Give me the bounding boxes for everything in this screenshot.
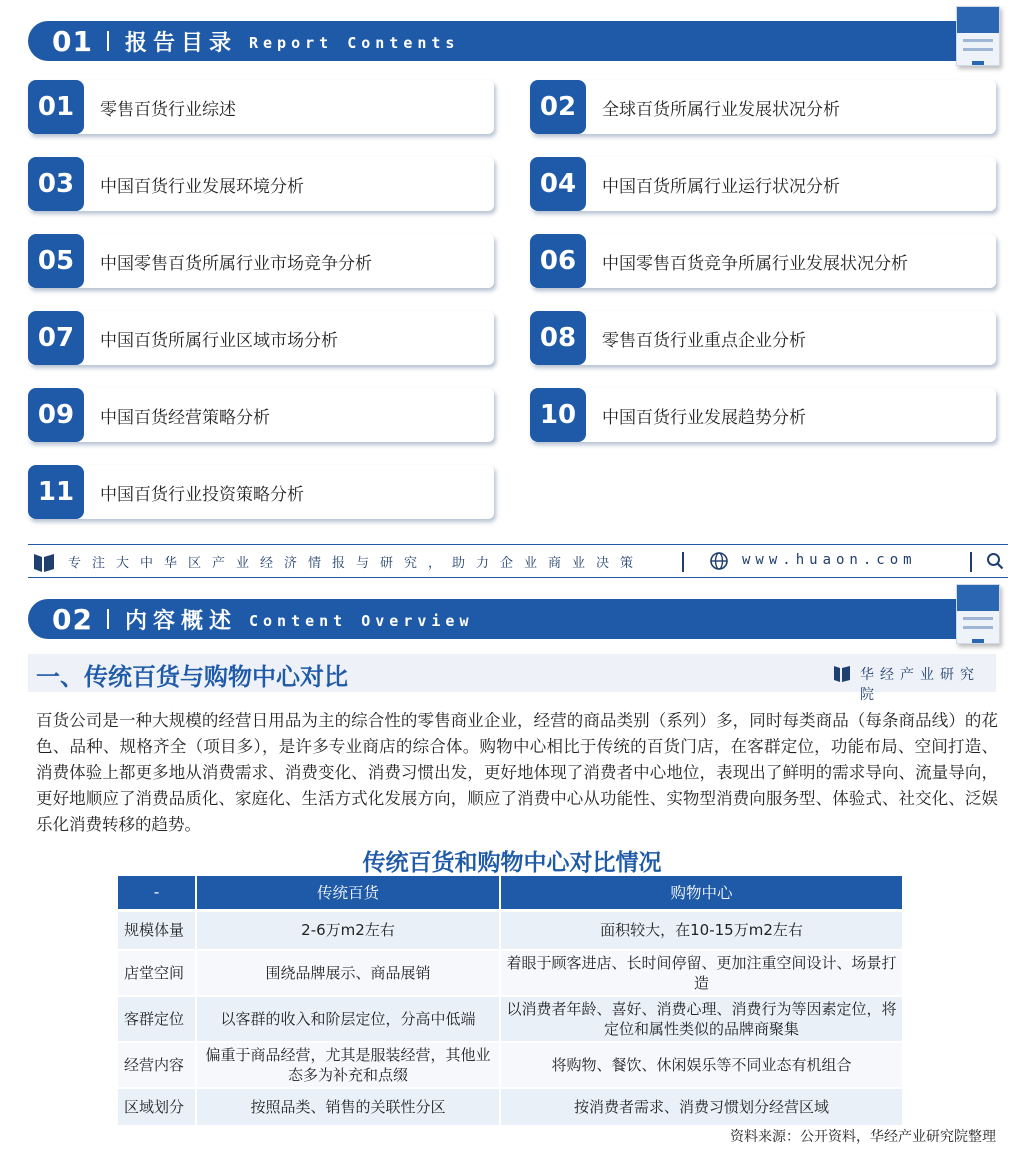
report-book-icon <box>956 584 1000 644</box>
toc-item[interactable] <box>28 388 494 442</box>
toc-item-number: 08 <box>530 311 586 365</box>
toc-item-number: 07 <box>28 311 84 365</box>
footer-strip <box>28 544 1008 578</box>
toc-item-number: 04 <box>530 157 586 211</box>
table-cell: 以客群的收入和阶层定位，分高中低端 <box>196 996 500 1042</box>
table-cell: 2-6万m2左右 <box>196 910 500 950</box>
subsection-title: 一、传统百货与购物中心对比 <box>36 663 348 691</box>
strip-divider <box>970 552 972 572</box>
table-cell: 规模体量 <box>118 910 196 950</box>
toc-item-number: 11 <box>28 465 84 519</box>
column-header: - <box>118 876 196 910</box>
toc-item-label: 中国百货经营策略分析 <box>100 407 270 428</box>
header-divider <box>107 31 109 51</box>
subtitle-band <box>28 654 996 703</box>
toc-item-number: 01 <box>28 80 84 134</box>
table-cell: 偏重于商品经营，尤其是服装经营，其他业态多为补充和点缀 <box>196 1042 500 1088</box>
toc-item[interactable] <box>530 311 996 365</box>
table-cell: 店堂空间 <box>118 950 196 996</box>
report-book-icon <box>956 6 1000 66</box>
toc-item-number: 06 <box>530 234 586 288</box>
column-header: 购物中心 <box>500 876 902 910</box>
table-cell: 经营内容 <box>118 1042 196 1088</box>
table-cell: 按消费者需求、消费习惯划分经营区域 <box>500 1088 902 1126</box>
table-title: 传统百货和购物中心对比情况 <box>362 850 662 876</box>
column-header: 传统百货 <box>196 876 500 910</box>
table-row <box>118 996 902 1042</box>
header-divider <box>107 609 109 629</box>
table-cell: 客群定位 <box>118 996 196 1042</box>
website-link[interactable]: www.huaon.com <box>742 552 917 568</box>
toc-item-number: 10 <box>530 388 586 442</box>
toc-item[interactable] <box>530 157 996 211</box>
brand-name: 华经产业研究院 <box>860 667 980 703</box>
toc-item-number: 09 <box>28 388 84 442</box>
section-title: 报告目录 <box>124 30 237 56</box>
section-header-contents <box>28 21 996 61</box>
section-title-en: Content Overview <box>248 612 474 630</box>
toc-item-label: 中国百货所属行业区域市场分析 <box>100 330 338 351</box>
toc-item[interactable] <box>28 311 494 365</box>
toc-item-label: 中国百货行业发展环境分析 <box>100 176 304 197</box>
toc-item[interactable] <box>530 234 996 288</box>
toc-item-label: 零售百货行业重点企业分析 <box>602 330 806 351</box>
table-cell: 以消费者年龄、喜好、消费心理、消费行为等因素定位，将定位和属性类似的品牌商聚集 <box>500 996 902 1042</box>
globe-icon <box>710 552 728 570</box>
toc-item-label: 全球百货所属行业发展状况分析 <box>602 99 840 120</box>
toc-item[interactable] <box>530 80 996 134</box>
overview-paragraph: 百货公司是一种大规模的经营日用品为主的综合性的零售商业企业，经营的商品类别（系列）多，同时每类商品（每条商品线）的花色、品种、规格齐全（项目多），是许多专业商店的综合体。购物中心相比于传统的百货门店，在客群定位，功能布局、空间打造、消费体验上都更多地从消费需求、消费变化、消费习惯出发，更好地体现了消费者中心地位，表现出了鲜明的需求导向、流量导向，更好地顺应了消费品质化、家庭化、生活方式化发展方向，顺应了消费中心从功能性、实物型消费向服务型、体验式、社交化、泛娱乐化消费转移的趋势。 <box>36 711 998 834</box>
toc-item[interactable] <box>28 157 494 211</box>
brand-logo-icon <box>34 552 54 572</box>
slogan-text: 专注大中华区产业经济情报与研究，助力企业商业决策 <box>68 556 645 571</box>
table-cell: 按照品类、销售的关联性分区 <box>196 1088 500 1126</box>
comparison-table <box>118 876 902 1127</box>
table-cell: 区域划分 <box>118 1088 196 1126</box>
strip-divider <box>682 552 684 572</box>
toc-item[interactable] <box>28 465 494 519</box>
toc-item-label: 中国百货所属行业运行状况分析 <box>602 176 840 197</box>
toc-item-number: 03 <box>28 157 84 211</box>
toc-item[interactable] <box>530 388 996 442</box>
section-number: 02 <box>52 602 93 636</box>
table-row <box>118 1042 902 1088</box>
search-icon[interactable] <box>986 552 1004 570</box>
toc-item-label: 零售百货行业综述 <box>100 99 236 120</box>
source-note: 资料来源：公开资料，华经产业研究院整理 <box>730 1129 996 1145</box>
table-row <box>118 1088 902 1126</box>
toc-item[interactable] <box>28 80 494 134</box>
toc-item-number: 02 <box>530 80 586 134</box>
table-row <box>118 910 902 950</box>
toc-item-label: 中国零售百货竞争所属行业发展状况分析 <box>602 253 908 274</box>
section-number: 01 <box>52 24 93 58</box>
section-title: 内容概述 <box>124 608 237 634</box>
table-row <box>118 950 902 996</box>
table-cell: 面积较大，在10-15万m2左右 <box>500 910 902 950</box>
toc-item-label: 中国百货行业发展趋势分析 <box>602 407 806 428</box>
table-cell: 围绕品牌展示、商品展销 <box>196 950 500 996</box>
toc-item-label: 中国零售百货所属行业市场竞争分析 <box>100 253 372 274</box>
brand-logo-icon <box>834 664 850 682</box>
table-cell: 将购物、餐饮、休闲娱乐等不同业态有机组合 <box>500 1042 902 1088</box>
section-title-en: Report Contents <box>248 34 460 52</box>
toc-item-number: 05 <box>28 234 84 288</box>
section-header-overview <box>28 599 996 639</box>
table-cell: 着眼于顾客进店、长时间停留、更加注重空间设计、场景打造 <box>500 950 902 996</box>
toc-item[interactable] <box>28 234 494 288</box>
toc-item-label: 中国百货行业投资策略分析 <box>100 484 304 505</box>
